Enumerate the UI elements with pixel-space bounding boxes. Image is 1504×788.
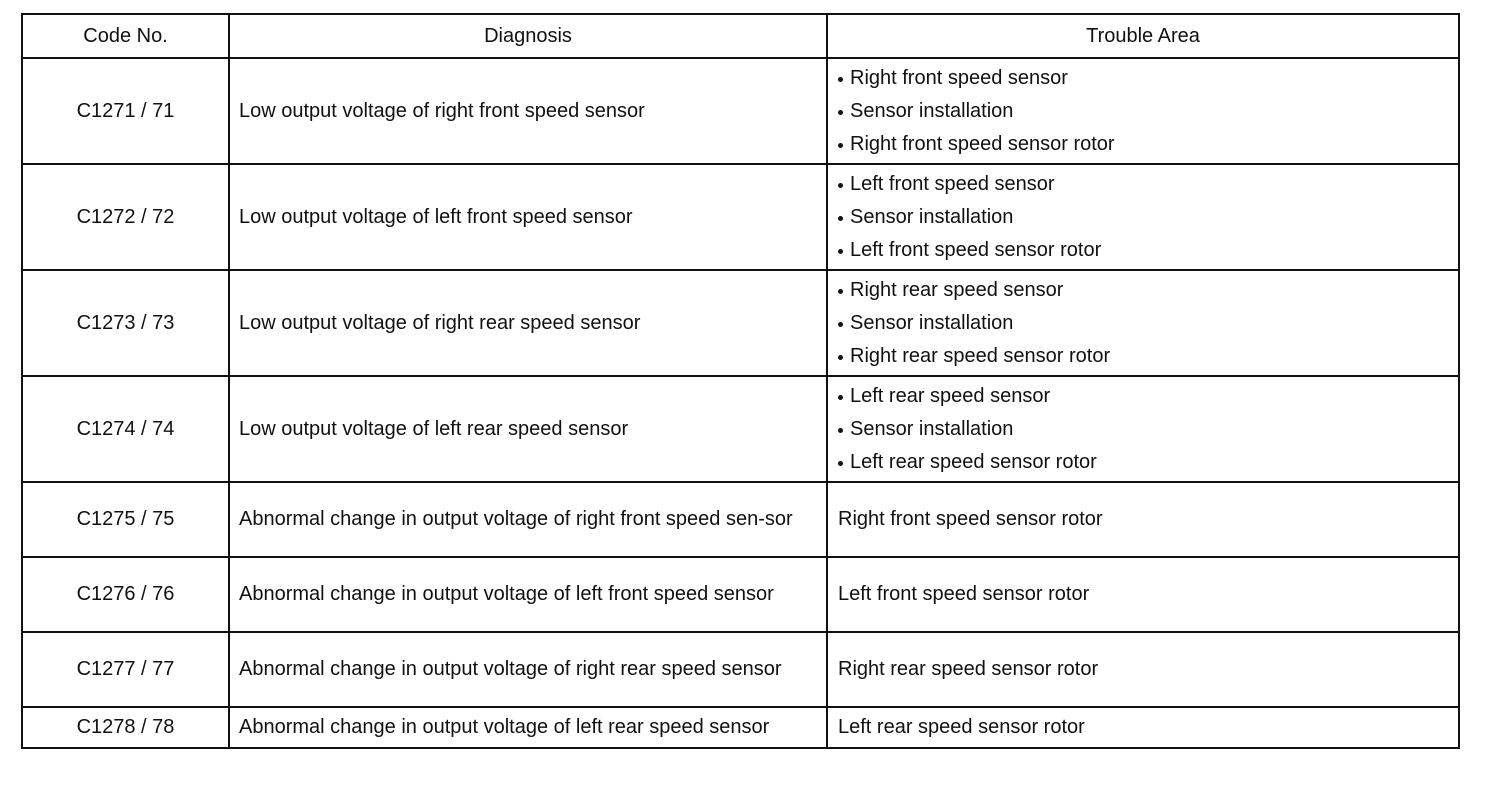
trouble-area-cell: Left front speed sensor rotor xyxy=(827,557,1459,632)
diagnosis-cell: Low output voltage of right front speed sensor xyxy=(229,58,827,164)
trouble-area-item: Right rear speed sensor xyxy=(838,274,1458,307)
trouble-area-list xyxy=(838,380,1458,479)
code-cell: C1271 / 71 xyxy=(22,58,229,164)
trouble-area-cell xyxy=(827,270,1459,376)
table-row xyxy=(22,270,1459,376)
trouble-area-cell xyxy=(827,164,1459,270)
header-code-no: Code No. xyxy=(22,14,229,58)
diagnosis-cell: Low output voltage of left front speed sensor xyxy=(229,164,827,270)
table-row xyxy=(22,58,1459,164)
table-row xyxy=(22,164,1459,270)
code-cell: C1276 / 76 xyxy=(22,557,229,632)
header-diagnosis: Diagnosis xyxy=(229,14,827,58)
trouble-area-list xyxy=(838,168,1458,267)
trouble-area-item: Left rear speed sensor xyxy=(838,380,1458,413)
trouble-area-list xyxy=(838,62,1458,161)
code-cell: C1277 / 77 xyxy=(22,632,229,707)
trouble-area-item: Sensor installation xyxy=(838,413,1458,446)
trouble-area-cell xyxy=(827,58,1459,164)
trouble-area-cell xyxy=(827,376,1459,482)
code-cell: C1274 / 74 xyxy=(22,376,229,482)
table-header-row xyxy=(22,14,1459,58)
table-row xyxy=(22,707,1459,748)
trouble-area-cell: Right rear speed sensor rotor xyxy=(827,632,1459,707)
diagnosis-cell: Abnormal change in output voltage of left rear speed sensor xyxy=(229,707,827,748)
table-row xyxy=(22,557,1459,632)
code-cell: C1275 / 75 xyxy=(22,482,229,557)
trouble-area-item: Sensor installation xyxy=(838,201,1458,234)
trouble-area-item: Right front speed sensor rotor xyxy=(838,128,1458,161)
table-row xyxy=(22,482,1459,557)
code-cell: C1273 / 73 xyxy=(22,270,229,376)
trouble-area-item: Left front speed sensor xyxy=(838,168,1458,201)
diagnosis-cell: Low output voltage of left rear speed sensor xyxy=(229,376,827,482)
trouble-area-item: Right rear speed sensor rotor xyxy=(838,340,1458,373)
diagnosis-cell: Low output voltage of right rear speed sensor xyxy=(229,270,827,376)
diagnostic-code-table xyxy=(21,13,1460,749)
diagnosis-cell: Abnormal change in output voltage of right front speed sen-sor xyxy=(229,482,827,557)
diagnosis-cell: Abnormal change in output voltage of right rear speed sensor xyxy=(229,632,827,707)
trouble-area-item: Sensor installation xyxy=(838,307,1458,340)
trouble-area-cell: Right front speed sensor rotor xyxy=(827,482,1459,557)
trouble-area-item: Sensor installation xyxy=(838,95,1458,128)
trouble-area-item: Left rear speed sensor rotor xyxy=(838,446,1458,479)
header-trouble-area: Trouble Area xyxy=(827,14,1459,58)
code-cell: C1278 / 78 xyxy=(22,707,229,748)
trouble-area-cell: Left rear speed sensor rotor xyxy=(827,707,1459,748)
trouble-area-item: Left front speed sensor rotor xyxy=(838,234,1458,267)
diagnosis-cell: Abnormal change in output voltage of left front speed sensor xyxy=(229,557,827,632)
table-row xyxy=(22,632,1459,707)
trouble-area-list xyxy=(838,274,1458,373)
table-row xyxy=(22,376,1459,482)
code-cell: C1272 / 72 xyxy=(22,164,229,270)
trouble-area-item: Right front speed sensor xyxy=(838,62,1458,95)
